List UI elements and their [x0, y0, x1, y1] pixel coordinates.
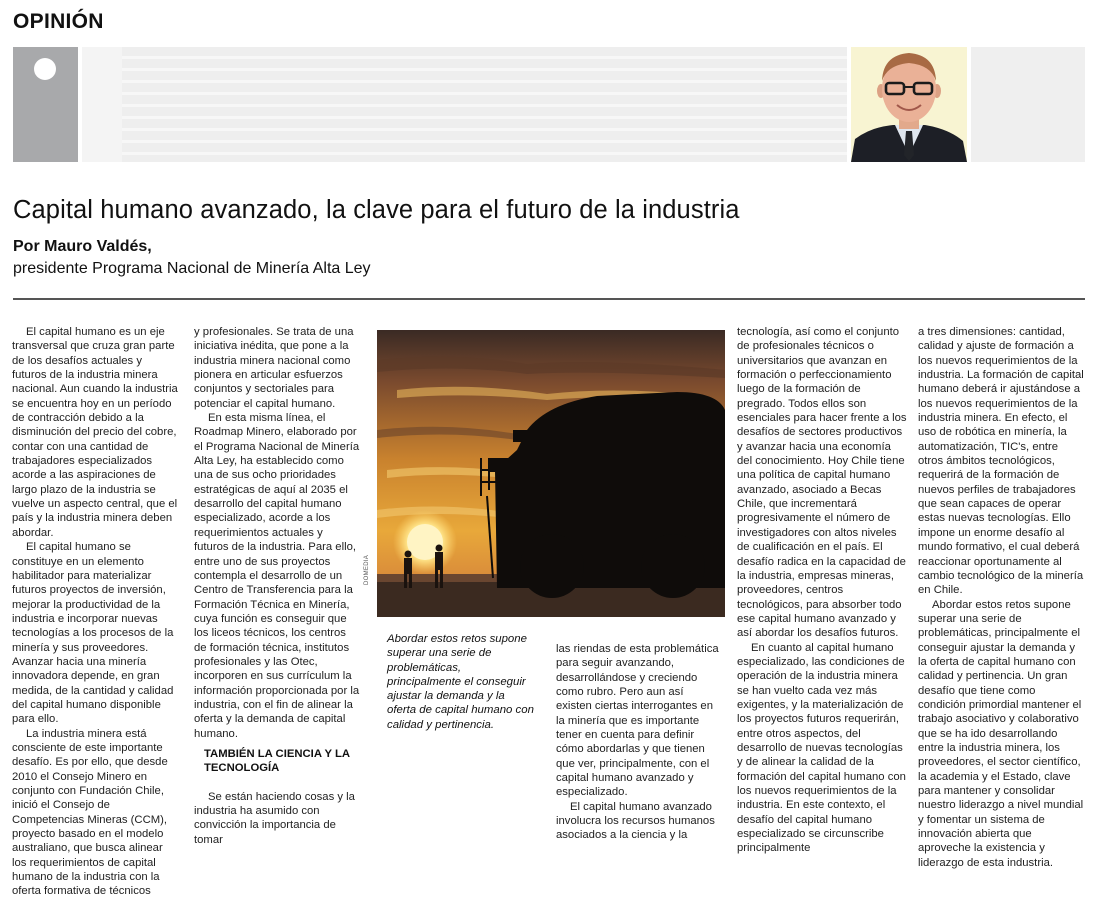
sunset-mining-truck-image — [377, 330, 725, 617]
article-column-1 — [12, 325, 178, 899]
paragraph: Abordar estos retos supone superar una serie de problemáticas, principalmente el conseguir ajustar la demanda y la oferta de capital humano con calidad y pertinencia. Un gran desafío que tiene como condición primordial mantener el trabajo asociativo y colaborativo que se ha ido desarrollando entre la industria minera, los proveedores, el sector científico, la academia y el Estado, clave para mantener y consolidar nuestro liderazgo a nivel mundial y fomentar un sistema de innovación abierta que aproveche la existencia y liderazgo de esta industria. — [918, 598, 1084, 869]
article-photo — [377, 330, 725, 617]
banner-gray-block — [13, 47, 78, 162]
paragraph: tecnología, así como el conjunto de profesionales técnicos o universitarios que avanzan en formación o perfeccionamiento luego de la formación de pregrado. Todos ellos son esenciales para hacer frente a los desafíos de sectores productivos y avanzar hacia una economía del conocimiento. Hoy Chile tiene una política de capital humano avanzado, asociado a Becas Chile, que incrementará progresivamente el número de investigadores con altos niveles de cualificación en el país. El desafío radica en la capacidad de la industria, empresas mineras, proveedores, centros tecnológicos, para absorber todo ese capital humano avanzado y así abordar los desafíos futuros. — [737, 326, 907, 640]
paragraph: El capital humano se constituye en un elemento habilitador para materializar futuros proyectos de inversión, mejorar la productividad de la industria e incorporar nuevas tecnologías a los procesos de la minería y sus proveedores. Avanzar hacia una minería innovadora depende, en gran medida, de la cantidad y calidad del capital humano disponible para ello. — [12, 541, 174, 726]
paragraph: El capital humano es un eje transversal que cruza gran parte de los desafíos actuales y futuros de la industria minera nacional. Aun cuando la industria se encuentra hoy en un período de contracción debido a la disminución del precio del cobre, contar con una cantidad de trabajadores especializados acorde a las aspiraciones de largo plazo de la industria se vuelve un aspecto central, que el país y la industria minera deben abordar. — [12, 326, 178, 539]
article-column-4 — [737, 325, 907, 856]
article-column-5 — [918, 325, 1085, 870]
paragraph: Se están haciendo cosas y la industria ha asumido con convicción la importancia de tomar — [194, 790, 355, 846]
paragraph: a tres dimensiones: cantidad, calidad y ajuste de formación a los nuevos requerimientos de la industria. La formación de capital humano deberá ir ajustándose a los nuevos requerimientos de la industria minera. En efecto, el uso de robótica en minería, la automatización, TIC's, entre otros ámbitos tecnológicos, requerirá de la formación de nuevos perfiles de trabajadores que sean capaces de operar estas nuevas tecnologías. Ello impone un enorme desafío al mundo formativo, el cual deberá reaccionar oportunamente al cambio tecnológico de la minería en Chile. — [918, 326, 1084, 597]
paragraph: En cuanto al capital humano especializado, las condiciones de operación de la industria minera se han vuelto cada vez más exigentes, y la materialización de los proyectos futuros requerirán, entre otros aspectos, del desarrollo de nuevas tecnologías y de alinear la calidad de la formación del capital humano con los nuevos requerimientos de la industria. En este contexto, el desafío del capital humano especializado se circunscribe principalmente — [737, 641, 906, 855]
paragraph: En esta misma línea, el Roadmap Minero, elaborado por el Programa Nacional de Minería Alta Ley, ha establecido como una de sus ocho prioridades estratégicas de aquí al 2035 el desarrollo del capital humano especializado, acorde a los requerimientos actuales y futuros de la industria. Para ello, entre uno de sus proyectos contempla el desarrollo de un Centro de Transferencia para la Formación Técnica en Minería, cuya función es conseguir que los liceos técnicos, los centros de formación técnica, institutos profesionales y las Otec, incorporen en sus currículum la información proporcionada por la industria, con el fin de alinear la oferta y la demanda de capital humano. — [194, 412, 360, 740]
banner-end-block — [971, 47, 1085, 162]
author-portrait-image — [851, 47, 967, 162]
divider-rule — [13, 298, 1085, 300]
photo-caption: Abordar estos retos supone superar una serie de problemáticas, principalmente el conseguir ajustar la demanda y la oferta de capital humano con calidad y pertinencia. — [387, 633, 534, 731]
subheading: TAMBIÉN LA CIENCIA Y LA TECNOLOGÍA — [204, 747, 350, 775]
banner-stripes — [82, 47, 847, 162]
photo-credit: DOMEDIA — [364, 554, 370, 585]
byline-role: presidente Programa Nacional de Minería Alta Ley — [13, 260, 371, 277]
banner-dot-icon — [34, 58, 56, 80]
article-column-2 — [194, 325, 360, 847]
paragraph: y profesionales. Se trata de una iniciativa inédita, que pone a la industria minera nacional como pionera en articular esfuerzos conjuntos y sectoriales para potenciar el capital humano. — [194, 326, 354, 410]
headline: Capital humano avanzado, la clave para el futuro de la industria — [13, 196, 740, 224]
paragraph: La industria minera está consciente de este importante desafío. Es por ello, que desde 2010 el Consejo Minero en conjunto con Fundación Chile, inició el Consejo de Competencias Mineras (CCM), proyecto basado en el modelo australiano, que busca alinear los requerimientos de capital humano de la industria con la oferta formativa de técnicos — [12, 727, 168, 898]
article-column-3 — [556, 642, 722, 843]
section-label: OPINIÓN — [13, 10, 104, 33]
paragraph: El capital humano avanzado involucra los recursos humanos asociados a la ciencia y la — [556, 800, 715, 842]
paragraph: las riendas de esta problemática para seguir avanzando, desarrollándose y creciendo como rubro. Pero aun así existen ciertas interrogantes en la minería que es importante tener en cuenta para definir cómo abordarlas y que tienen que ver, principalmente, con el capital humano avanzado y especializado. — [556, 643, 719, 799]
byline-name: Por Mauro Valdés, — [13, 238, 152, 255]
header-banner — [13, 47, 1085, 162]
author-portrait — [851, 47, 967, 162]
